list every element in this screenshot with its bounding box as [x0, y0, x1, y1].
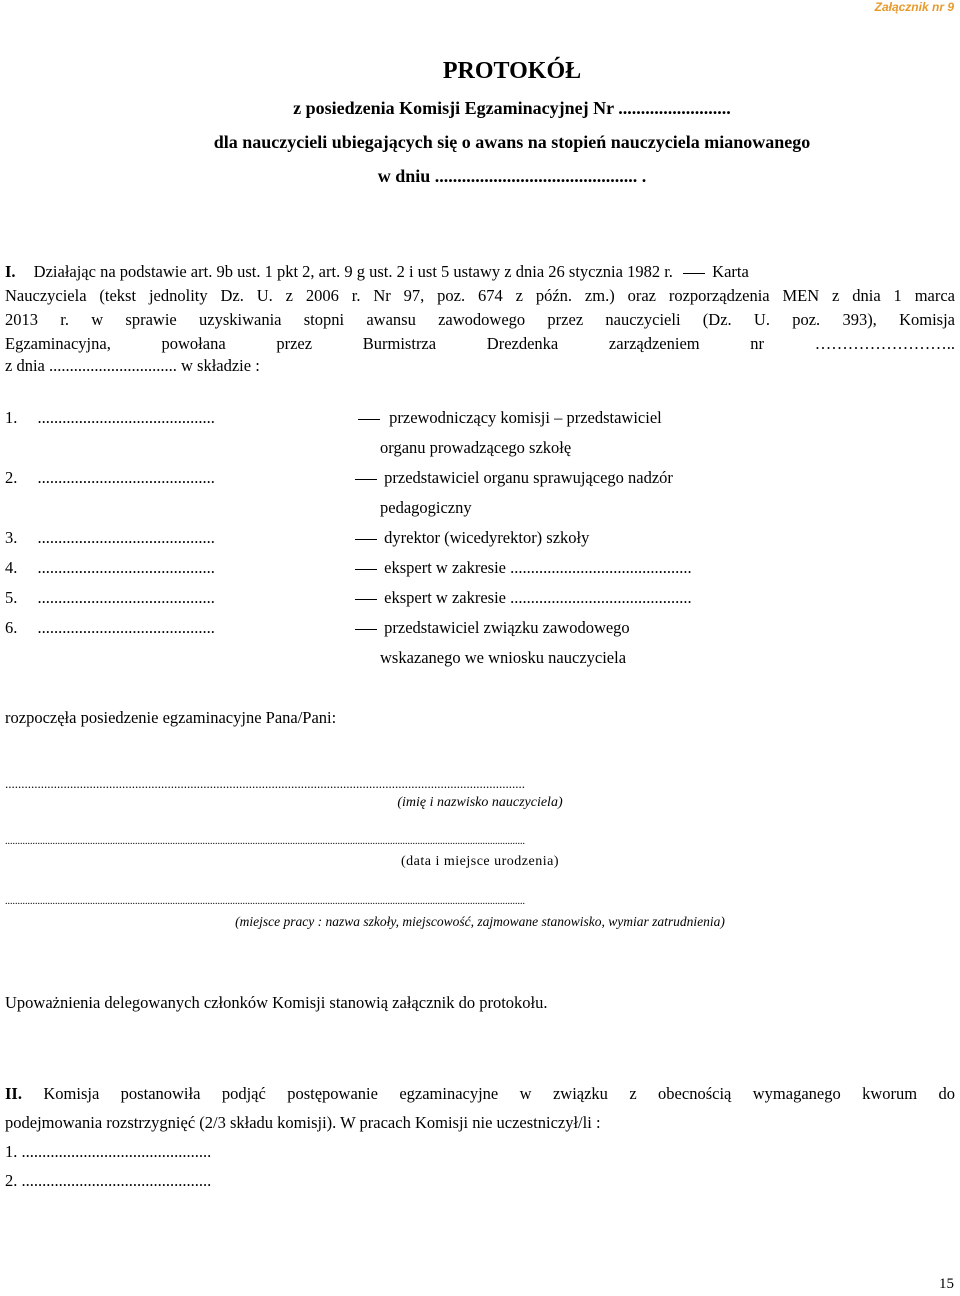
section2-marker: II. — [5, 1084, 22, 1103]
section2-line2: podejmowania rozstrzygnięć (2/3 składu komisji). W pracach Komisji nie uczestniczył/li : — [5, 1113, 601, 1132]
member-2-role-cont: pedagogiczny — [380, 498, 472, 517]
member-dots: ........................................... — [37, 468, 215, 487]
dash-separator — [358, 419, 380, 420]
member-role: przewodniczący komisji – przedstawiciel — [389, 408, 662, 427]
section1-line5: z dnia ............................... w składzie : — [5, 356, 260, 375]
dash-separator — [355, 479, 377, 480]
member-3-role — [355, 528, 589, 548]
teacher-name-caption: (imię i nazwisko nauczyciela) — [397, 795, 563, 810]
member-dots: ........................................... — [37, 558, 215, 577]
member-1-role — [358, 408, 662, 428]
workplace-field: ................................................................................................................................................................................................................ — [5, 896, 525, 907]
dash-separator — [355, 599, 377, 600]
section1-line2: Nauczyciela (tekst jednolity Dz. U. z 2006 r. Nr 97, poz. 674 z późn. zm.) oraz rozporządzenia MEN z dnia 1 marca — [5, 286, 955, 305]
dash-separator — [355, 629, 377, 630]
member-number: 3. — [5, 528, 18, 547]
workplace-caption: (miejsce pracy : nazwa szkoły, miejscowość, zajmowane stanowisko, wymiar zatrudnienia) — [235, 914, 725, 929]
subtitle-teachers: dla nauczycieli ubiegających się o awans na stopień nauczyciela mianowanego — [213, 132, 811, 152]
authorization-text: Upoważnienia delegowanych członków Komisji stanowią załącznik do protokołu. — [5, 993, 548, 1012]
member-1-role-cont: organu prowadzącego szkołę — [380, 438, 572, 457]
dash-separator — [355, 539, 377, 540]
member-5-role — [355, 588, 692, 608]
member-role: przedstawiciel organu sprawującego nadzór — [384, 468, 673, 487]
member-number: 6. — [5, 618, 18, 637]
dash-separator — [355, 569, 377, 570]
member-number: 1. — [5, 408, 18, 427]
birth-caption: (data i miejsce urodzenia) — [401, 854, 559, 869]
member-dots: ........................................... — [37, 408, 215, 427]
member-role: dyrektor (wicedyrektor) szkoły — [384, 528, 590, 547]
section1-marker: I. — [5, 262, 16, 281]
member-role: ekspert w zakresie ............................................ — [384, 588, 692, 607]
member-2-role — [355, 468, 673, 488]
birth-field: ................................................................................................................................................................................................................ — [5, 836, 525, 847]
member-3 — [5, 528, 215, 548]
teacher-name-field: ................................................................................................................................................................ — [5, 776, 525, 791]
member-4 — [5, 558, 215, 578]
member-2 — [5, 468, 215, 488]
absent-member-1: 1. .............................................. — [5, 1142, 212, 1161]
section2-line1-text: Komisja postanowiła podjąć postępowanie egzaminacyjne w związku z obecnością wymaganego kworum do — [43, 1084, 956, 1103]
section1-line4: Egzaminacyjna, powołana przez Burmistrza Drezdenka zarządzeniem nr …………………….. — [5, 334, 955, 353]
member-1 — [5, 408, 215, 428]
document-title: PROTOKÓŁ — [442, 58, 582, 84]
section2-line1 — [5, 1084, 955, 1104]
section1-line1 — [5, 262, 955, 282]
page-number: 15 — [939, 1276, 954, 1292]
member-role: ekspert w zakresie ............................................ — [384, 558, 692, 577]
absent-member-2: 2. .............................................. — [5, 1171, 212, 1190]
member-dots: ........................................... — [37, 618, 215, 637]
dash-separator — [683, 273, 705, 274]
member-dots: ........................................... — [37, 528, 215, 547]
section1-line1-tail: Karta — [712, 262, 749, 281]
member-6-role-cont: wskazanego we wniosku nauczyciela — [380, 648, 627, 667]
member-5 — [5, 588, 215, 608]
started-text: rozpoczęła posiedzenie egzaminacyjne Pana/Pani: — [5, 708, 337, 727]
section1-line3: 2013 r. w sprawie uzyskiwania stopni awansu zawodowego przez nauczycieli (Dz. U. poz. 393), Komisja — [5, 310, 955, 329]
member-6-role — [355, 618, 630, 638]
member-number: 4. — [5, 558, 18, 577]
member-dots: ........................................... — [37, 588, 215, 607]
member-6 — [5, 618, 215, 638]
member-4-role — [355, 558, 692, 578]
member-number: 2. — [5, 468, 18, 487]
member-role: przedstawiciel związku zawodowego — [384, 618, 630, 637]
subtitle-commission: z posiedzenia Komisji Egzaminacyjnej Nr ......................... — [293, 98, 731, 118]
member-number: 5. — [5, 588, 18, 607]
subtitle-date: w dniu ............................................. . — [377, 166, 647, 186]
section1-line1-text: Działając na podstawie art. 9b ust. 1 pkt 2, art. 9 g ust. 2 i ust 5 ustawy z dnia 26 stycznia 1982 r. — [33, 262, 673, 281]
annex-label: Załącznik nr 9 — [874, 0, 954, 14]
